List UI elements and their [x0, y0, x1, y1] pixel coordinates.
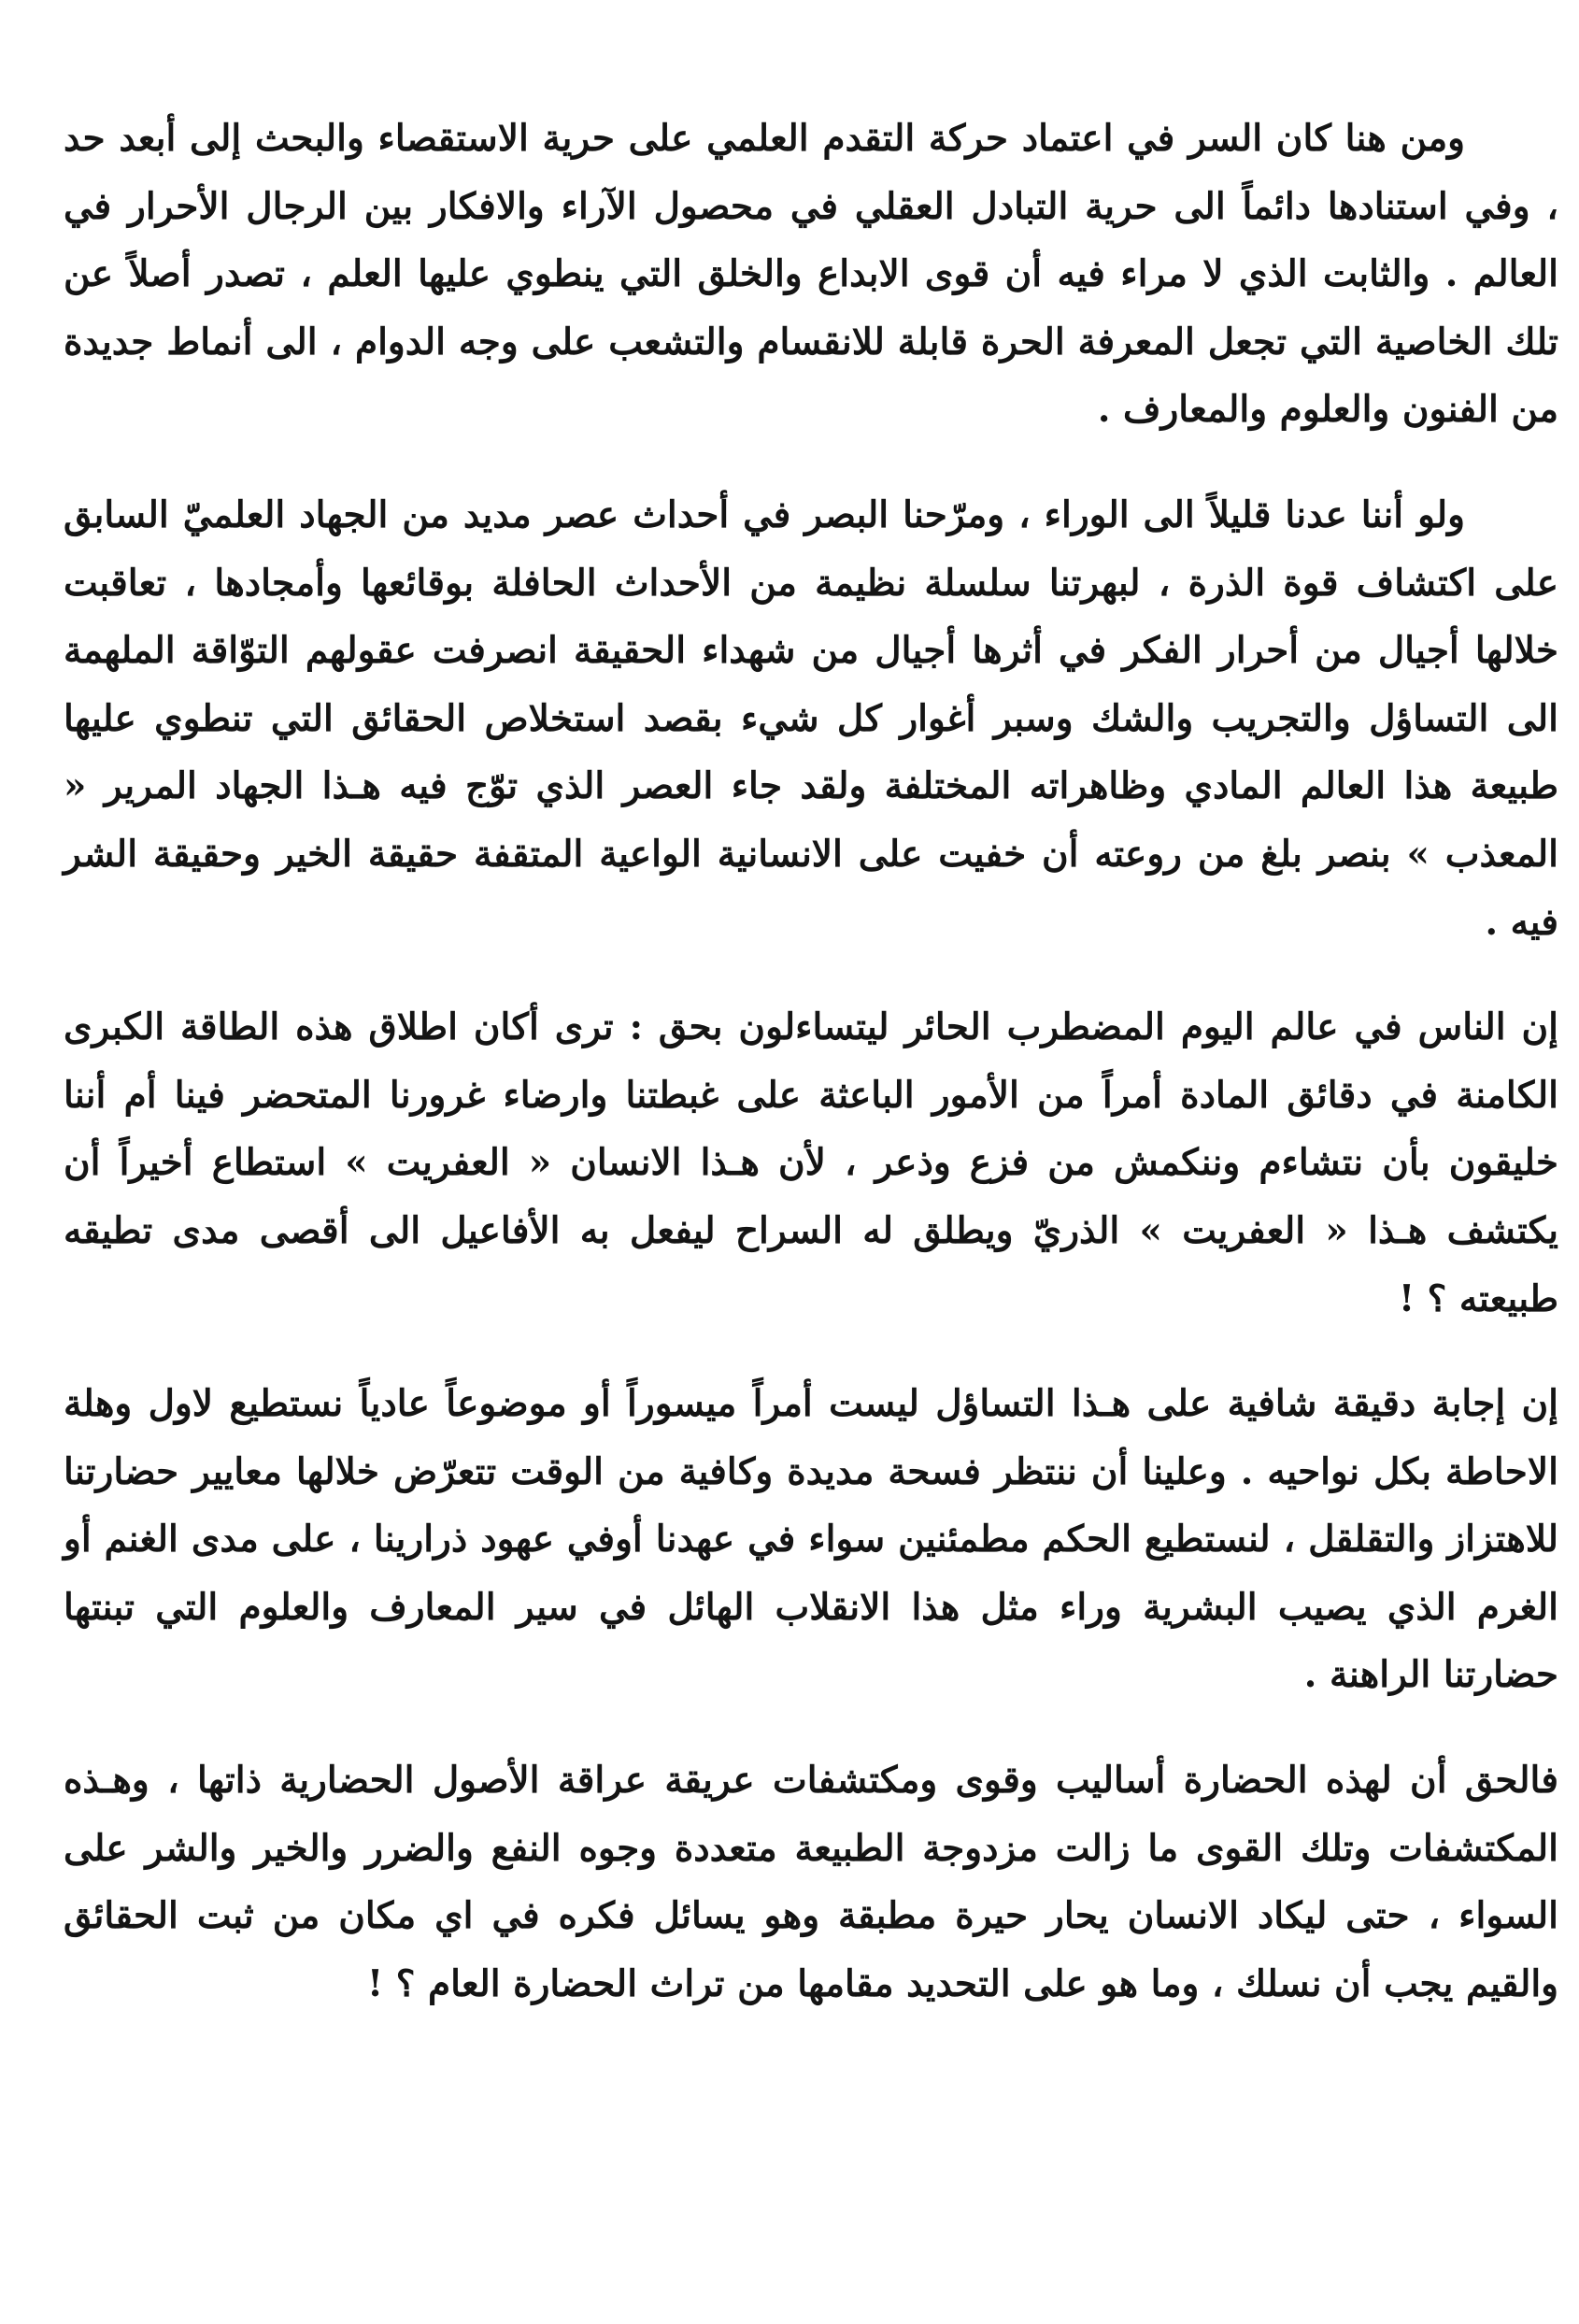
- arabic-text-body: [64, 105, 1558, 2055]
- paragraph-5: فالحق أن لهذه الحضارة أساليب وقوى ومكتشفات عريقة عراقة الأصول الحضارية ذاتها ، وهـذه المكتشفات وتلك القوى ما زالت مزدوجة الطبيعة متعددة وجوه النفع والضرر والخير والشر على السواء ، حتى ليكاد الانسان يحار حيرة مطبقة وهو يسائل فكره في اي مكان من ثبت الحقائق والقيم يجب أن نسلك ، وما هو على التحديد مقامها من تراث الحضارة العام ؟ !: [64, 1759, 1558, 2005]
- paragraph-4: إن إجابة دقيقة شافية على هـذا التساؤل ليست أمراً ميسوراً أو موضوعاً عادياً نستطيع لاول وهلة الاحاطة بكل نواحيه . وعلينا أن ننتظر فسحة مديدة وكافية من الوقت تتعرّض خلالها معايير حضارتنا للاهتزاز والتقلقل ، لنستطيع الحكم مطمئنين سواء في عهدنا أوفي عهود ذرارينا ، على مدى الغنم أو الغرم الذي يصيب البشرية وراء مثل هذا الانقلاب الهائل في سير المعارف والعلوم التي تبنتها حضارتنا الراهنة .: [64, 1382, 1558, 1697]
- paragraph-2: ولو أننا عدنا قليلاً الى الوراء ، ومرّحنا البصر في أحداث عصر مديد من الجهاد العلميّ السابق على اكتشاف قوة الذرة ، لبهرتنا سلسلة نظيمة من الأحداث الحافلة بوقائعها وأمجادها ، تعاقبت خلالها أجيال من أحرار الفكر في أثرها أجيال من شهداء الحقيقة انصرفت عقولهم التوّاقة الملهمة الى التساؤل والتجريب والشك وسبر أغوار كل شيء بقصد استخلاص الحقائق التي تنطوي عليها طبيعة هذا العالم المادي وظاهراته المختلفة ولقد جاء العصر الذي توّج فيه هـذا الجهاد المرير « المعذب » بنصر بلغ من روعته أن خفيت على الانسانية الواعية المتقفة حقيقة الخير وحقيقة الشر فيه .: [64, 492, 1558, 944]
- paragraph-1: ومن هنا كان السر في اعتماد حركة التقدم العلمي على حرية الاستقصاء والبحث إلى أبعد حد ، وفي استنادها دائماً الى حرية التبادل العقلي في محصول الآراء والافكار بين الرجال الأحرار في العالم . والثابت الذي لا مراء فيه أن قوى الابداع والخلق التي ينطوي عليها العلم ، تصدر أصلاً عن تلك الخاصية التي تجعل المعرفة الحرة قابلة للانقسام والتشعب على وجه الدوام ، الى أنماط جديدة من الفنون والعلوم والمعارف .: [64, 117, 1558, 432]
- paragraph-3: إن الناس في عالم اليوم المضطرب الحائر ليتساءلون بحق : ترى أكان اطلاق هذه الطاقة الكبرى الكامنة في دقائق المادة أمراً من الأمور الباعثة على غبطتنا وارضاء غرورنا المتحضر فينا أم أننا خليقون بأن نتشاءم وننكمش من فزع وذعر ، لأن هـذا الانسان « العفريت » استطاع أخيراً أن يكتشف هـذا « العفريت » الذريّ ويطلق له السراح ليفعل به الأفاعيل الى أقصى مدى تطيقه طبيعته ؟ !: [64, 1005, 1558, 1320]
